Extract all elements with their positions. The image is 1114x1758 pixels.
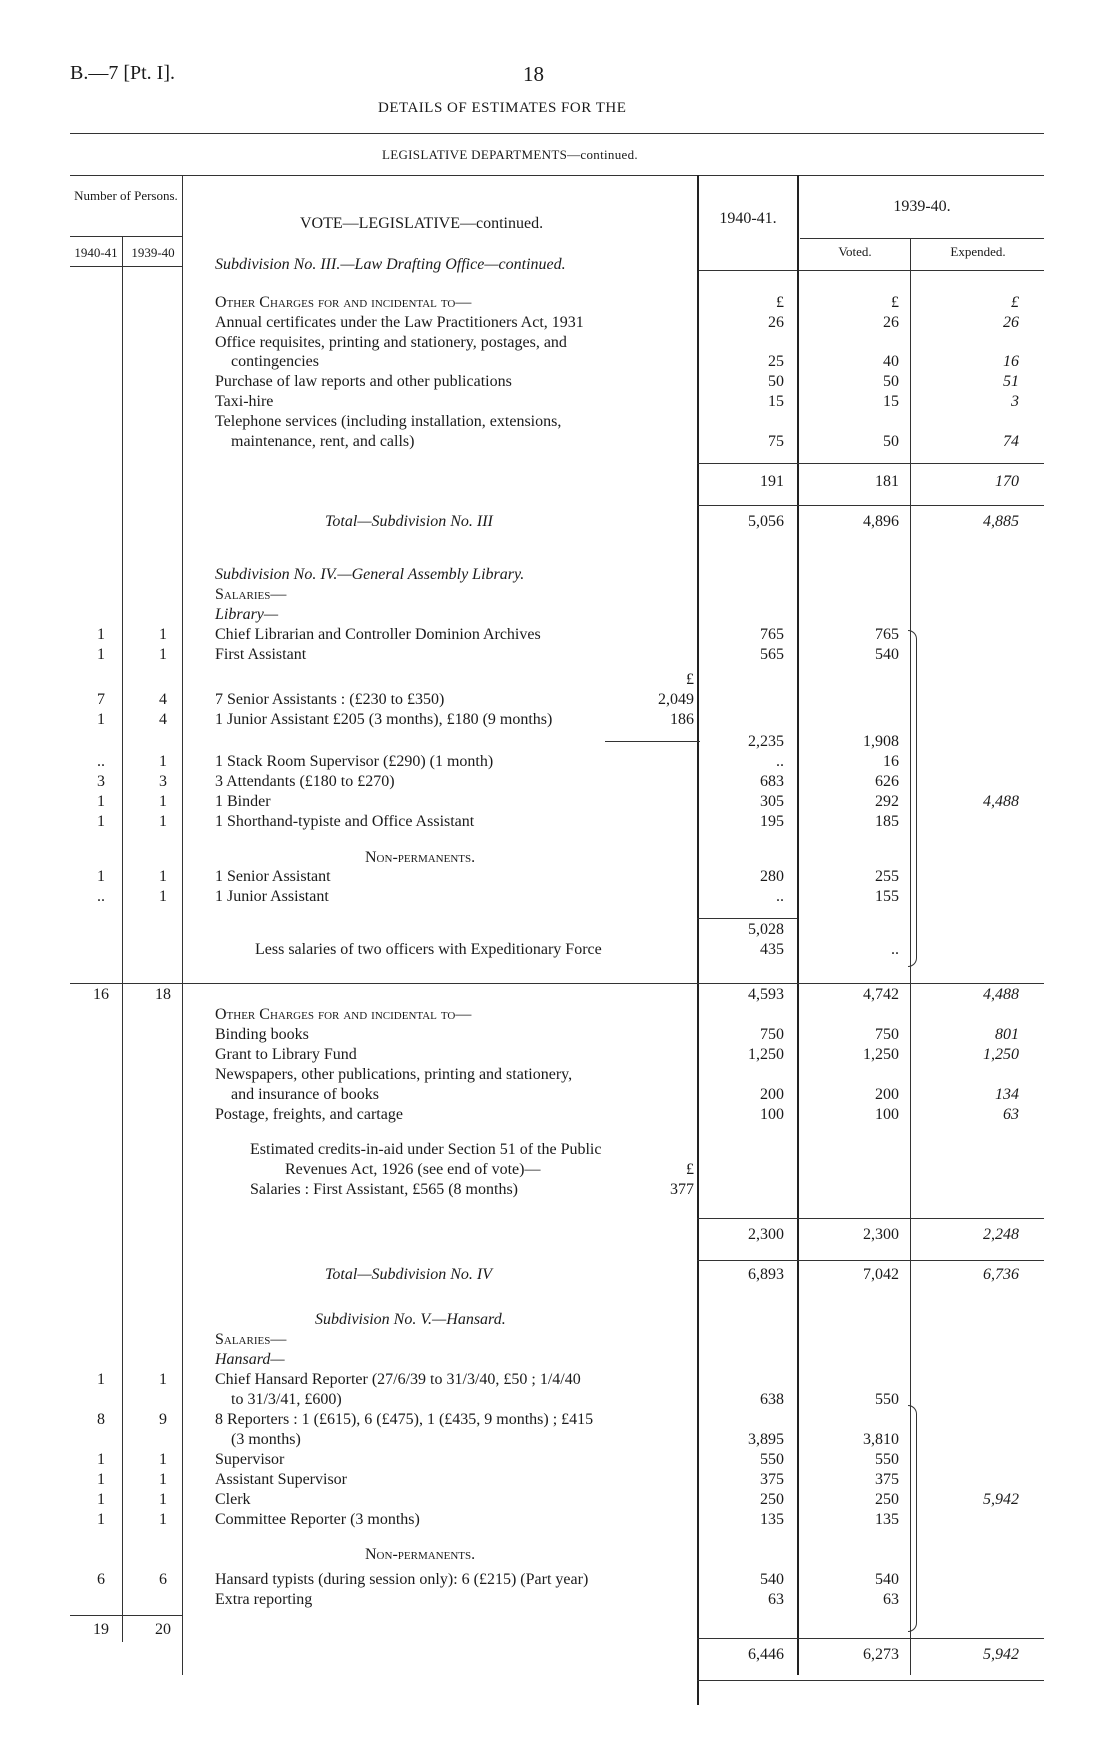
persons-1940-cell: .. bbox=[97, 753, 105, 770]
expended-1939-cell: 63 bbox=[1003, 1106, 1019, 1123]
table-row bbox=[0, 645, 1114, 665]
expended-1939-cell: 2,248 bbox=[983, 1226, 1019, 1243]
table-row bbox=[0, 710, 1114, 730]
voted-1939-cell: 40 bbox=[883, 353, 899, 370]
year-1939-rule bbox=[800, 238, 1044, 239]
amount-1940-cell: 75 bbox=[768, 433, 784, 450]
table-row bbox=[0, 1005, 1114, 1025]
persons-1939-cell: 3 bbox=[159, 773, 167, 790]
item-description: Other Charges for and incidental to— bbox=[215, 294, 472, 311]
table-row bbox=[0, 313, 1114, 333]
table-row bbox=[0, 985, 1114, 1005]
table-row bbox=[0, 512, 1114, 532]
item-description: Hansard— bbox=[215, 1351, 285, 1368]
item-description: Chief Hansard Reporter (27/6/39 to 31/3/40, £50 ; 1/4/40 bbox=[215, 1371, 581, 1388]
expended-1939-cell: 4,488 bbox=[983, 986, 1019, 1003]
item-description: Estimated credits-in-aid under Section 51 of the Public bbox=[250, 1141, 602, 1158]
item-description: Non-permanents. bbox=[365, 849, 476, 866]
item-description: Salaries— bbox=[215, 1331, 287, 1348]
voted-1939-cell: 765 bbox=[875, 626, 899, 643]
item-description: Subdivision No. IV.—General Assembly Library. bbox=[215, 566, 525, 583]
persons-1940-cell: 1 bbox=[97, 793, 105, 810]
expended-1939-cell: 74 bbox=[1003, 433, 1019, 450]
table-row bbox=[0, 352, 1114, 372]
item-description: Telephone services (including installation, extensions, bbox=[215, 413, 562, 430]
table-row bbox=[0, 1160, 1114, 1180]
inner-amount-cell: 186 bbox=[670, 711, 694, 728]
voted-1939-cell: 250 bbox=[875, 1491, 899, 1508]
table-row bbox=[0, 1085, 1114, 1105]
amount-1940-cell: 435 bbox=[760, 941, 784, 958]
table-row bbox=[0, 412, 1114, 432]
persons-1940-cell: 1 bbox=[97, 1491, 105, 1508]
table-row bbox=[0, 372, 1114, 392]
total-rule-iii bbox=[697, 505, 1044, 506]
table-row bbox=[0, 1025, 1114, 1045]
persons-1939-cell: 1 bbox=[159, 868, 167, 885]
table-row bbox=[0, 1140, 1114, 1160]
amount-1940-cell: 6,446 bbox=[748, 1646, 784, 1663]
year-1939-header: 1939-40. bbox=[893, 198, 951, 215]
table-row bbox=[0, 1590, 1114, 1610]
table-row bbox=[0, 472, 1114, 492]
table-row bbox=[0, 690, 1114, 710]
persons-1939-cell: 20 bbox=[155, 1621, 171, 1638]
expended-1939-cell: 6,736 bbox=[983, 1266, 1019, 1283]
item-description: Subdivision No. V.—Hansard. bbox=[315, 1311, 506, 1328]
expended-1939-cell: £ bbox=[1011, 294, 1019, 311]
voted-1939-cell: 1,908 bbox=[863, 733, 899, 750]
amount-1940-cell: 750 bbox=[760, 1026, 784, 1043]
voted-1939-cell: 100 bbox=[875, 1106, 899, 1123]
item-description: 1 Stack Room Supervisor (£290) (1 month) bbox=[215, 753, 494, 770]
item-description: 1 Junior Assistant bbox=[215, 888, 329, 905]
voted-1939-cell: £ bbox=[891, 294, 899, 311]
amount-1940-cell: 26 bbox=[768, 314, 784, 331]
voted-1939-cell: 16 bbox=[883, 753, 899, 770]
amount-1940-cell: 375 bbox=[760, 1471, 784, 1488]
item-description: 1 Senior Assistant bbox=[215, 868, 331, 885]
item-description: First Assistant bbox=[215, 646, 307, 663]
item-description: and insurance of books bbox=[231, 1086, 379, 1103]
table-row bbox=[0, 1265, 1114, 1285]
expended-1939-cell: 5,942 bbox=[983, 1646, 1019, 1663]
persons-1940-cell: 1 bbox=[97, 626, 105, 643]
table-row bbox=[0, 1490, 1114, 1510]
item-description: Salaries : First Assistant, £565 (8 months) bbox=[250, 1181, 518, 1198]
item-description: Hansard typists (during session only): 6 (£215) (Part year) bbox=[215, 1571, 589, 1588]
table-row bbox=[0, 1570, 1114, 1590]
persons-1940-cell: 6 bbox=[97, 1571, 105, 1588]
expended-header: Expended. bbox=[950, 244, 1006, 259]
item-description: Chief Librarian and Controller Dominion Archives bbox=[215, 626, 541, 643]
amount-1940-cell: 1,250 bbox=[748, 1046, 784, 1063]
table-row bbox=[0, 920, 1114, 940]
table-row bbox=[0, 1045, 1114, 1065]
amount-1940-cell: 5,056 bbox=[748, 513, 784, 530]
table-row bbox=[0, 1390, 1114, 1410]
voted-1939-cell: 26 bbox=[883, 314, 899, 331]
voted-1939-cell: 540 bbox=[875, 1571, 899, 1588]
amount-1940-cell: 5,028 bbox=[748, 921, 784, 938]
voted-1939-cell: 155 bbox=[875, 888, 899, 905]
amount-1940-cell: 50 bbox=[768, 373, 784, 390]
voted-1939-cell: 200 bbox=[875, 1086, 899, 1103]
expended-1939-cell: 5,942 bbox=[983, 1491, 1019, 1508]
table-row bbox=[0, 848, 1114, 868]
voted-1939-cell: 750 bbox=[875, 1026, 899, 1043]
item-description: 3 Attendants (£180 to £270) bbox=[215, 773, 395, 790]
item-description: Subdivision No. III.—Law Drafting Office—continued. bbox=[215, 256, 566, 273]
item-description: Assistant Supervisor bbox=[215, 1471, 347, 1488]
amount-1940-cell: 765 bbox=[760, 626, 784, 643]
voted-1939-cell: 63 bbox=[883, 1591, 899, 1608]
net-rule-iv bbox=[697, 918, 797, 919]
expended-1939-cell: 170 bbox=[995, 473, 1019, 490]
expended-1939-cell: 3 bbox=[1011, 393, 1019, 410]
persons-1940-header: 1940-41 bbox=[74, 245, 118, 260]
amount-1940-cell: 540 bbox=[760, 1571, 784, 1588]
persons-1939-cell: 1 bbox=[159, 753, 167, 770]
persons-1940-cell: 1 bbox=[97, 711, 105, 728]
amount-1940-cell: 3,895 bbox=[748, 1431, 784, 1448]
table-row bbox=[0, 432, 1114, 452]
total-rule-iv bbox=[697, 1260, 1044, 1261]
item-description: Supervisor bbox=[215, 1451, 285, 1468]
expended-1939-cell: 1,250 bbox=[983, 1046, 1019, 1063]
amount-1940-cell: 305 bbox=[760, 793, 784, 810]
voted-1939-cell: 2,300 bbox=[863, 1226, 899, 1243]
inner-amount-cell: £ bbox=[686, 671, 694, 688]
voted-1939-cell: 50 bbox=[883, 373, 899, 390]
persons-1939-cell: 1 bbox=[159, 1511, 167, 1528]
table-row bbox=[0, 565, 1114, 585]
amount-1940-cell: £ bbox=[776, 294, 784, 311]
table-row bbox=[0, 1470, 1114, 1490]
section-subtitle: LEGISLATIVE DEPARTMENTS—continued. bbox=[382, 147, 638, 162]
table-row bbox=[0, 625, 1114, 645]
subtotal-rule-iii bbox=[697, 463, 1044, 464]
expended-1939-cell: 4,488 bbox=[983, 793, 1019, 810]
amount-1940-cell: 2,235 bbox=[748, 733, 784, 750]
amount-1940-cell: 191 bbox=[760, 473, 784, 490]
table-row bbox=[0, 392, 1114, 412]
table-row bbox=[0, 1545, 1114, 1565]
voted-1939-cell: 550 bbox=[875, 1391, 899, 1408]
persons-1939-cell: 1 bbox=[159, 1471, 167, 1488]
amount-1940-cell: 683 bbox=[760, 773, 784, 790]
item-description: 7 Senior Assistants : (£230 to £350) bbox=[215, 691, 445, 708]
persons-header: Number of Persons. bbox=[74, 188, 178, 203]
expended-1939-cell: 26 bbox=[1003, 314, 1019, 331]
item-description: Office requisites, printing and stationery, postages, and bbox=[215, 334, 567, 351]
table-row bbox=[0, 792, 1114, 812]
table-row bbox=[0, 1510, 1114, 1530]
item-description: contingencies bbox=[231, 353, 319, 370]
voted-1939-cell: 626 bbox=[875, 773, 899, 790]
persons-1940-cell: 16 bbox=[93, 986, 109, 1003]
persons-1939-cell: 18 bbox=[155, 986, 171, 1003]
table-row bbox=[0, 1065, 1114, 1085]
table-row bbox=[0, 732, 1114, 752]
amount-1940-cell: 25 bbox=[768, 353, 784, 370]
voted-1939-cell: 292 bbox=[875, 793, 899, 810]
expended-1939-cell: 4,885 bbox=[983, 513, 1019, 530]
persons-1939-cell: 6 bbox=[159, 1571, 167, 1588]
title-rule bbox=[70, 133, 1044, 134]
voted-1939-cell: 550 bbox=[875, 1451, 899, 1468]
persons-1939-cell: 1 bbox=[159, 1491, 167, 1508]
page-title: DETAILS OF ESTIMATES FOR THE bbox=[378, 100, 627, 116]
item-description: Total—Subdivision No. III bbox=[325, 513, 493, 530]
persons-1940-cell: 1 bbox=[97, 1511, 105, 1528]
item-description: Total—Subdivision No. IV bbox=[325, 1266, 492, 1283]
persons-1939-cell: 4 bbox=[159, 691, 167, 708]
expended-1939-cell: 16 bbox=[1003, 353, 1019, 370]
voted-1939-cell: 6,273 bbox=[863, 1646, 899, 1663]
item-description: Revenues Act, 1926 (see end of vote)— bbox=[285, 1161, 541, 1178]
persons-1939-cell: 9 bbox=[159, 1411, 167, 1428]
persons-total-rule-v bbox=[70, 1615, 182, 1616]
table-row bbox=[0, 887, 1114, 907]
voted-1939-cell: 4,742 bbox=[863, 986, 899, 1003]
item-description: Taxi-hire bbox=[215, 393, 274, 410]
table-row bbox=[0, 1410, 1114, 1430]
voted-1939-cell: 185 bbox=[875, 813, 899, 830]
amount-1940-cell: 135 bbox=[760, 1511, 784, 1528]
persons-1939-cell: 1 bbox=[159, 646, 167, 663]
amount-1940-cell: 6,893 bbox=[748, 1266, 784, 1283]
item-description: 8 Reporters : 1 (£615), 6 (£475), 1 (£435, 9 months) ; £415 bbox=[215, 1411, 594, 1428]
item-description: Grant to Library Fund bbox=[215, 1046, 357, 1063]
item-description: Library— bbox=[215, 606, 279, 623]
amount-1940-cell: 250 bbox=[760, 1491, 784, 1508]
amount-1940-cell: .. bbox=[776, 888, 784, 905]
item-description: Binding books bbox=[215, 1026, 309, 1043]
item-description: maintenance, rent, and calls) bbox=[231, 433, 415, 450]
inner-amount-cell: £ bbox=[686, 1161, 694, 1178]
year-1940-header: 1940-41. bbox=[719, 210, 777, 227]
document-reference: B.—7 [Pt. I]. bbox=[70, 62, 175, 84]
table-row bbox=[0, 812, 1114, 832]
amount-1940-cell: 565 bbox=[760, 646, 784, 663]
table-row bbox=[0, 752, 1114, 772]
inner-amount-cell: 2,049 bbox=[658, 691, 694, 708]
item-description: Purchase of law reports and other publications bbox=[215, 373, 512, 390]
table-row bbox=[0, 1350, 1114, 1370]
table-row bbox=[0, 1180, 1114, 1200]
expended-1939-cell: 801 bbox=[995, 1026, 1019, 1043]
page-number: 18 bbox=[523, 62, 544, 86]
voted-1939-cell: 7,042 bbox=[863, 1266, 899, 1283]
amount-1940-cell: 200 bbox=[760, 1086, 784, 1103]
item-description: 1 Shorthand-typiste and Office Assistant bbox=[215, 813, 475, 830]
subtotal-rule-iv bbox=[697, 1218, 1044, 1219]
voted-header: Voted. bbox=[838, 244, 872, 259]
item-description: (3 months) bbox=[231, 1431, 301, 1448]
item-description: Postage, freights, and cartage bbox=[215, 1106, 403, 1123]
amount-1940-cell: .. bbox=[776, 753, 784, 770]
expended-1939-cell: 134 bbox=[995, 1086, 1019, 1103]
voted-1939-cell: 3,810 bbox=[863, 1431, 899, 1448]
inner-amount-cell: 377 bbox=[670, 1181, 694, 1198]
table-row bbox=[0, 293, 1114, 313]
table-row bbox=[0, 605, 1114, 625]
voted-1939-cell: 255 bbox=[875, 868, 899, 885]
persons-header-rule bbox=[70, 236, 182, 237]
item-description: Extra reporting bbox=[215, 1591, 313, 1608]
table-row bbox=[0, 333, 1114, 353]
table-top-rule bbox=[70, 175, 1044, 176]
item-description: Other Charges for and incidental to— bbox=[215, 1006, 472, 1023]
amount-1940-cell: 15 bbox=[768, 393, 784, 410]
table-row bbox=[0, 670, 1114, 690]
item-description: to 31/3/41, £600) bbox=[231, 1391, 342, 1408]
table-row bbox=[0, 1225, 1114, 1245]
voted-1939-cell: 1,250 bbox=[863, 1046, 899, 1063]
amount-1940-cell: 63 bbox=[768, 1591, 784, 1608]
table-row bbox=[0, 1105, 1114, 1125]
voted-1939-cell: .. bbox=[891, 941, 899, 958]
amount-1940-cell: 195 bbox=[760, 813, 784, 830]
item-description: Less salaries of two officers with Expeditionary Force bbox=[255, 941, 602, 958]
persons-1940-cell: 3 bbox=[97, 773, 105, 790]
table-row bbox=[0, 1310, 1114, 1330]
item-description: Annual certificates under the Law Practitioners Act, 1931 bbox=[215, 314, 584, 331]
table-row bbox=[0, 1430, 1114, 1450]
persons-1940-cell: .. bbox=[97, 888, 105, 905]
table-row bbox=[0, 1450, 1114, 1470]
persons-1939-cell: 1 bbox=[159, 1451, 167, 1468]
persons-1939-header: 1939-40 bbox=[131, 245, 175, 260]
persons-1940-cell: 8 bbox=[97, 1411, 105, 1428]
item-description: Salaries— bbox=[215, 586, 287, 603]
amount-1940-cell: 2,300 bbox=[748, 1226, 784, 1243]
persons-1939-cell: 1 bbox=[159, 793, 167, 810]
table-row bbox=[0, 1330, 1114, 1350]
persons-1940-cell: 19 bbox=[93, 1621, 109, 1638]
table-row bbox=[0, 772, 1114, 792]
persons-1940-cell: 1 bbox=[97, 1451, 105, 1468]
table-row bbox=[0, 255, 1114, 275]
expended-1939-cell: 51 bbox=[1003, 373, 1019, 390]
vote-header: VOTE—LEGISLATIVE—continued. bbox=[300, 215, 544, 232]
voted-1939-cell: 540 bbox=[875, 646, 899, 663]
item-description: Committee Reporter (3 months) bbox=[215, 1511, 420, 1528]
voted-1939-cell: 375 bbox=[875, 1471, 899, 1488]
amount-1940-cell: 280 bbox=[760, 868, 784, 885]
item-description: Newspapers, other publications, printing and stationery, bbox=[215, 1066, 573, 1083]
table-row bbox=[0, 867, 1114, 887]
persons-1940-cell: 1 bbox=[97, 1471, 105, 1488]
persons-1940-cell: 7 bbox=[97, 691, 105, 708]
table-row bbox=[0, 940, 1114, 960]
persons-1940-cell: 1 bbox=[97, 868, 105, 885]
table-row bbox=[0, 1620, 1114, 1640]
voted-1939-cell: 15 bbox=[883, 393, 899, 410]
persons-1939-cell: 1 bbox=[159, 626, 167, 643]
persons-1939-cell: 1 bbox=[159, 888, 167, 905]
amount-1940-cell: 550 bbox=[760, 1451, 784, 1468]
item-description: Clerk bbox=[215, 1491, 251, 1508]
amount-1940-cell: 100 bbox=[760, 1106, 784, 1123]
item-description: 1 Binder bbox=[215, 793, 271, 810]
item-description: 1 Junior Assistant £205 (3 months), £180 (9 months) bbox=[215, 711, 553, 728]
persons-1940-cell: 1 bbox=[97, 646, 105, 663]
persons-1939-cell: 1 bbox=[159, 813, 167, 830]
table-row bbox=[0, 1370, 1114, 1390]
voted-1939-cell: 50 bbox=[883, 433, 899, 450]
persons-1939-cell: 1 bbox=[159, 1371, 167, 1388]
persons-1940-cell: 1 bbox=[97, 1371, 105, 1388]
voted-1939-cell: 4,896 bbox=[863, 513, 899, 530]
item-description: Non-permanents. bbox=[365, 1546, 476, 1563]
table-row bbox=[0, 1645, 1114, 1665]
voted-1939-cell: 181 bbox=[875, 473, 899, 490]
persons-1940-cell: 1 bbox=[97, 813, 105, 830]
persons-1939-cell: 4 bbox=[159, 711, 167, 728]
salaries-total-rule-iv bbox=[70, 983, 1044, 984]
amount-1940-cell: 638 bbox=[760, 1391, 784, 1408]
total-rule-v bbox=[697, 1680, 1044, 1681]
table-row bbox=[0, 585, 1114, 605]
amount-1940-cell: 4,593 bbox=[748, 986, 784, 1003]
voted-1939-cell: 135 bbox=[875, 1511, 899, 1528]
